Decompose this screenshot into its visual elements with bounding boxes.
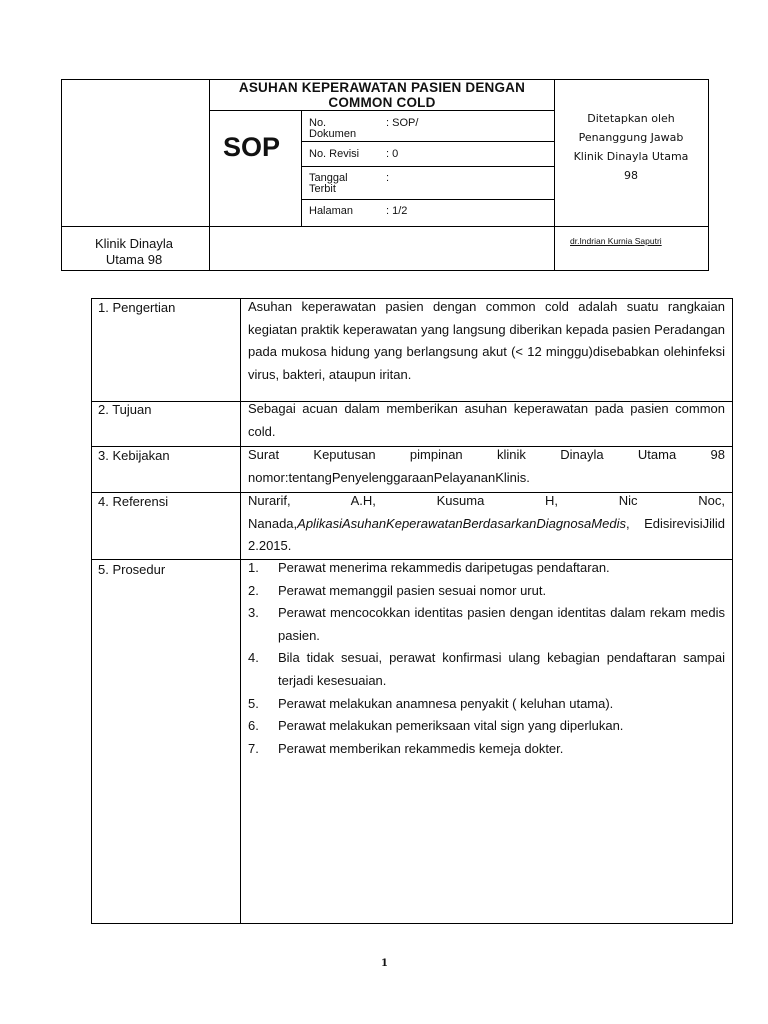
- header-col-divider-2: [554, 79, 555, 271]
- sop-label: SOP: [223, 132, 281, 162]
- step-text: Perawat melakukan anamnesa penyakit ( keluhan utama).: [278, 695, 614, 711]
- page-number: 1: [381, 958, 388, 969]
- document-title: ASUHAN KEPERAWATAN PASIEN DENGAN COMMON COLD: [238, 80, 526, 110]
- tujuan-text: Sebagai acuan dalam memberikan asuhan keperawatan pada pasien common cold.: [248, 401, 725, 439]
- field-label-no-revisi: No. Revisi: [309, 148, 360, 160]
- step-text: Perawat menerima rekammedis daripetugas pendaftaran.: [278, 560, 610, 575]
- pengertian-text: Asuhan keperawatan pasien dengan common cold adalah suatu rangkaian kegiatan praktik keperawatan yang langsung diberikan kepada pasien Peradangan pada mukosa hidung yang berlangsung akut (< 12 minggu)disebabkan olehinfeksi virus, bakteri, ataupun iritan.: [248, 299, 725, 382]
- step-text: Perawat memanggil pasien sesuai nomor urut.: [278, 582, 547, 598]
- step-text: Bila tidak sesuai, perawat konfirmasi ulang kebagian pendaftaran sampai terjadi kesesuaian.: [278, 650, 725, 688]
- field-value-tanggal-terbit: :: [386, 172, 390, 184]
- body-border-bottom: [91, 923, 733, 924]
- step-number: 7.: [248, 740, 259, 756]
- referensi-edition: , EdisirevisiJilid 2.2015.: [248, 515, 725, 554]
- body-col-divider: [240, 298, 241, 924]
- row-label-prosedur: 5. Prosedur: [98, 562, 166, 577]
- prosedur-step: [243, 738, 725, 761]
- kebijakan-text: Surat Keputusan pimpinan klinik Dinayla Utama 98 nomor:tentangPenyelenggaraanPelayananKlinis.: [248, 447, 725, 485]
- header-col-divider-3: [301, 110, 302, 226]
- header-row-divider-1: [301, 141, 555, 142]
- header-border-bottom: [61, 270, 709, 271]
- step-number: 4.: [248, 650, 259, 666]
- referensi-book-title: AplikasiAsuhanKeperawatanBerdasarkanDiagnosaMedis: [297, 515, 626, 531]
- prosedur-step: [243, 647, 725, 692]
- body-border-left: [91, 298, 92, 924]
- header-border-right: [708, 79, 709, 271]
- step-number: 5.: [248, 695, 259, 711]
- field-value-no-dokumen: : SOP/: [386, 117, 419, 129]
- header-row-divider-3: [301, 199, 555, 200]
- step-number: 1.: [248, 560, 259, 575]
- step-number: 2.: [248, 582, 259, 598]
- header-row-divider-title: [209, 110, 555, 111]
- clinic-name: Klinik Dinayla Utama 98: [94, 236, 174, 267]
- step-number: 6.: [248, 718, 259, 734]
- step-number: 3.: [248, 605, 259, 621]
- header-border-left: [61, 79, 62, 271]
- field-label-tanggal-terbit: Tanggal Terbit: [309, 172, 348, 195]
- field-value-no-revisi: : 0: [386, 148, 399, 160]
- referensi-authors: Nurarif, A.H, Kusuma H, Nic Noc, Nanada,: [248, 493, 725, 531]
- row-label-tujuan: 2. Tujuan: [98, 402, 152, 417]
- header-col-divider-1: [209, 79, 210, 271]
- body-border-right: [732, 298, 733, 924]
- field-value-halaman: : 1/2: [386, 205, 408, 217]
- header-row-divider-main: [61, 226, 709, 227]
- prosedur-step: [243, 602, 725, 647]
- prosedur-step: [243, 693, 725, 716]
- field-label-no-dokumen: No. Dokumen: [309, 117, 357, 140]
- row-label-pengertian: 1. Pengertian: [98, 300, 176, 315]
- referensi-text: [248, 490, 725, 558]
- step-text: Perawat memberikan rekammedis kemeja dokter.: [278, 740, 564, 756]
- step-text: Perawat melakukan pemeriksaan vital sign yang diperlukan.: [278, 718, 624, 734]
- approval-text: Ditetapkan oleh Penanggung Jawab Klinik Dinayla Utama 98: [573, 112, 689, 182]
- row-label-kebijakan: 3. Kebijakan: [98, 448, 170, 463]
- prosedur-steps: [243, 557, 725, 760]
- field-label-halaman: Halaman: [309, 205, 354, 217]
- row-label-referensi: 4. Referensi: [98, 494, 169, 509]
- signer-name: dr.Indrian Kurnia Saputri: [570, 236, 662, 246]
- step-text: Perawat mencocokkan identitas pasien dengan identitas dalam rekam medis pasien.: [278, 605, 725, 643]
- prosedur-step: [243, 557, 725, 580]
- prosedur-step: [243, 580, 725, 603]
- header-row-divider-2: [301, 166, 555, 167]
- prosedur-step: [243, 715, 725, 738]
